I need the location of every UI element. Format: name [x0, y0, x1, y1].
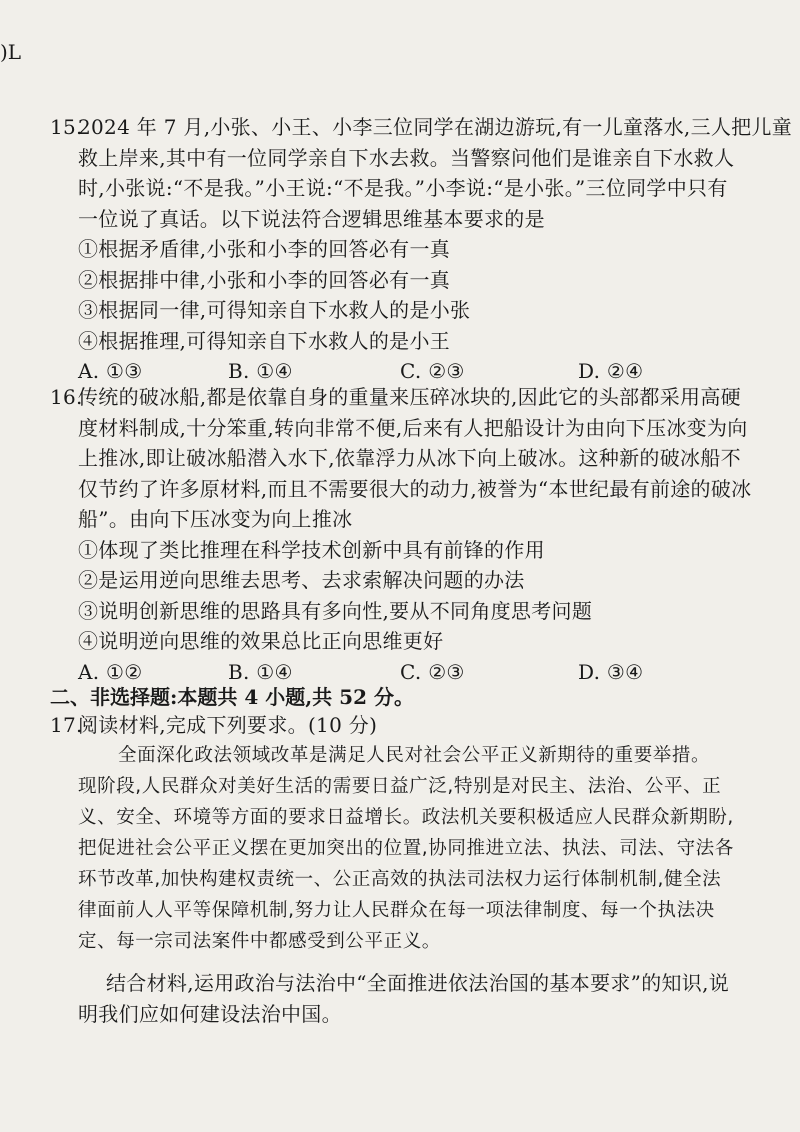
question-17	[50, 710, 770, 741]
option-b: B. ①④	[228, 659, 293, 684]
option-a: A. ①②	[78, 659, 143, 684]
material-line: 把促进社会公平正义摆在更加突出的位置,协同推进立法、执法、司法、守法各	[78, 838, 734, 859]
question-text-line: 船”。由向下压冰变为向上推冰	[78, 507, 353, 531]
question-15	[50, 112, 793, 386]
corner-mark: )L	[0, 40, 22, 64]
statement-1: ①体现了类比推理在科学技术创新中具有前锋的作用	[78, 537, 545, 562]
statement-3: ③根据同一律,可得知亲自下水救人的是小张	[78, 298, 471, 322]
option-d: D. ②④	[578, 359, 644, 383]
option-c: C. ②③	[400, 659, 465, 684]
statement-2: ②是运用逆向思维去思考、去求索解决问题的办法	[78, 568, 525, 592]
question-number: 17.	[50, 713, 83, 737]
question-number: 16.	[50, 385, 83, 409]
question-text-line: 传统的破冰船,都是依靠自身的重量来压碎冰块的,因此它的头部都采用高硬	[78, 385, 741, 409]
question-text-line: 上推冰,即让破冰船潜入水下,依靠浮力从冰下向上破冰。这种新的破冰船不	[78, 446, 741, 470]
material-line: 全面深化政法领域改革是满足人民对社会公平正义新期待的重要举措。	[118, 745, 711, 766]
reading-material	[78, 740, 778, 957]
material-line: 义、安全、环境等方面的要求日益增长。政法机关要积极适应人民群众新期盼,	[78, 807, 734, 828]
task-line: 明我们应如何建设法治中国。	[78, 1001, 342, 1026]
question-16	[50, 382, 770, 687]
section-heading: 二、非选择题:本题共 4 小题,共 52 分。	[50, 685, 414, 709]
option-d: D. ③④	[578, 659, 644, 684]
question-text-line: 一位说了真话。以下说法符合逻辑思维基本要求的是	[78, 206, 545, 231]
question-title: 阅读材料,完成下列要求。(10 分)	[78, 713, 378, 737]
option-b: B. ①④	[228, 359, 293, 383]
statement-1: ①根据矛盾律,小张和小李的回答必有一真	[78, 237, 451, 261]
question-text-line: 仅节约了许多原材料,而且不需要很大的动力,被誉为“本世纪最有前途的破冰	[78, 476, 752, 501]
option-c: C. ②③	[400, 359, 465, 383]
statement-4: ④根据推理,可得知亲自下水救人的是小王	[78, 328, 451, 353]
question-17-task	[78, 968, 778, 1029]
material-line: 律面前人人平等保障机制,努力让人民群众在每一项法律制度、每一个执法决	[78, 900, 715, 921]
question-number: 15.	[50, 115, 83, 139]
statement-4: ④说明逆向思维的效果总比正向思维更好	[78, 629, 444, 653]
question-text-line: 时,小张说:“不是我。”小王说:“不是我。”小李说:“是小张。”三位同学中只有	[78, 176, 728, 200]
statement-3: ③说明创新思维的思路具有多向性,要从不同角度思考问题	[78, 598, 593, 623]
statement-2: ②根据排中律,小张和小李的回答必有一真	[78, 267, 451, 292]
material-line: 定、每一宗司法案件中都感受到公平正义。	[78, 931, 441, 952]
question-text-line: 2024 年 7 月,小张、小王、小李三位同学在湖边游玩,有一儿童落水,三人把儿童	[78, 115, 793, 139]
task-line: 结合材料,运用政治与法治中“全面推进依法治国的基本要求”的知识,说	[106, 971, 730, 995]
option-a: A. ①③	[78, 359, 143, 383]
material-line: 环节改革,加快构建权责统一、公正高效的执法司法权力运行体制机制,健全法	[78, 869, 722, 890]
question-text-line: 度材料制成,十分笨重,转向非常不便,后来有人把船设计为由向下压冰变为向	[78, 415, 748, 440]
material-line: 现阶段,人民群众对美好生活的需要日益广泛,特别是对民主、法治、公平、正	[78, 776, 722, 797]
question-text-line: 救上岸来,其中有一位同学亲自下水去救。当警察问他们是谁亲自下水救人	[78, 145, 735, 170]
